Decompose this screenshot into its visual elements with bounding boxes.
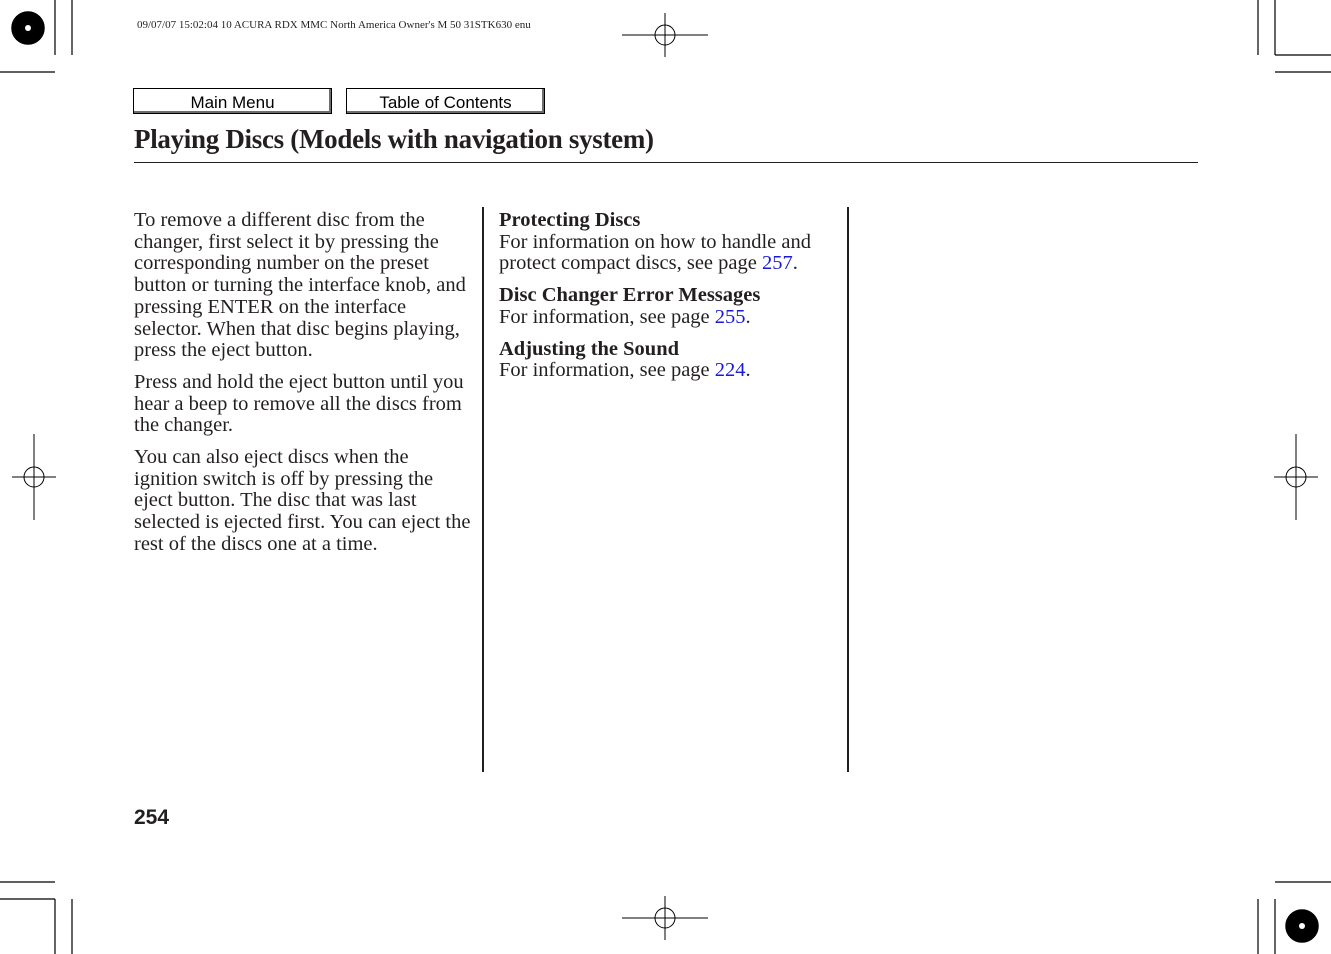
column-2 (499, 210, 839, 392)
section-text: For information, see page (499, 359, 710, 382)
paragraph: You can also eject discs when the ignition switch is off by pressing the eject button. The disc that was last selected is ejected first. You can eject the rest of the discs one at a time. (134, 446, 471, 555)
table-of-contents-button[interactable]: Table of Contents (346, 88, 545, 114)
page-number: 254 (134, 806, 170, 829)
page-link-257[interactable]: 257 (761, 252, 793, 275)
column-1 (134, 210, 474, 566)
section-text: For information, see page (499, 305, 710, 328)
print-header: 09/07/07 15:02:04 10 ACURA RDX MMC North America Owner's M 50 31STK630 enu (137, 19, 531, 31)
section-protecting-discs (499, 210, 839, 275)
column-divider (482, 207, 484, 772)
section-heading: Adjusting the Sound (499, 337, 680, 360)
section-heading: Protecting Discs (499, 209, 641, 231)
paragraph: To remove a different disc from the changer, first select it by pressing the corresponding number on the preset button or turning the interface knob, and pressing ENTER on the interface selector. When that disc begins playing, press the eject button. (134, 209, 466, 362)
page-link-255[interactable]: 255 (714, 305, 746, 328)
section-adjusting-the-sound (499, 339, 839, 382)
period: . (792, 252, 798, 275)
page-title: Playing Discs (Models with navigation system) (134, 124, 654, 154)
main-menu-button[interactable]: Main Menu (133, 88, 332, 114)
period: . (745, 305, 751, 328)
column-divider (847, 207, 849, 772)
page-link-224[interactable]: 224 (714, 359, 746, 382)
period: . (745, 359, 751, 382)
paragraph: Press and hold the eject button until you hear a beep to remove all the discs from the changer. (134, 370, 464, 437)
section-text: For information on how to handle and protect compact discs, see page (499, 230, 812, 275)
section-disc-changer-error-messages (499, 285, 839, 328)
title-rule (134, 162, 1198, 163)
section-heading: Disc Changer Error Messages (499, 284, 761, 307)
